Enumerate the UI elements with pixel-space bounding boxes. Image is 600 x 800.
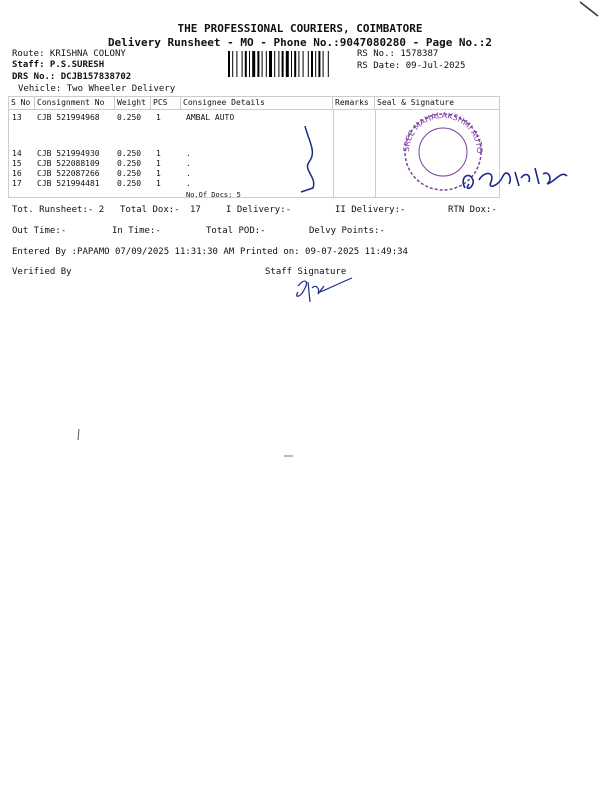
rtn-dox: RTN Dox:- (448, 205, 497, 215)
consignee-signature (455, 158, 577, 198)
barcode-bar (232, 51, 233, 77)
barcode-bar (245, 51, 247, 77)
route-label: Route: KRISHNA COLONY (12, 49, 126, 59)
barcode-bar (291, 51, 292, 77)
barcode-bar (328, 51, 329, 77)
barcode-bar (262, 51, 263, 77)
barcode-bar (236, 51, 237, 77)
i-delivery: I Delivery:- (226, 205, 292, 215)
handwritten-bracket-mark (295, 122, 325, 196)
no-of-docs: No.Of Docs: 5 (186, 191, 241, 199)
stamp-text: SREE MAHALAKSHMI AUTO (401, 110, 485, 154)
in-time: In Time:- (112, 226, 161, 236)
barcode-bar (228, 51, 230, 77)
col-pcs: PCS (151, 97, 181, 109)
drs-number: DRS No.: DCJB157838702 (12, 72, 132, 82)
printed-on: Printed on: 09-07-2025 11:49:34 (240, 247, 408, 257)
barcode-bar (308, 51, 309, 77)
scan-speck (283, 454, 295, 458)
company-title: THE PROFESSIONAL COURIERS, COIMBATORE (177, 22, 423, 35)
barcode (228, 51, 348, 77)
rs-date: RS Date: 09-Jul-2025 (357, 61, 466, 71)
col-consignee: Consignee Details (181, 97, 333, 109)
barcode-bar (311, 51, 313, 77)
col-sno: S No (9, 97, 35, 109)
barcode-bar (318, 51, 320, 77)
out-time: Out Time:- (12, 226, 67, 236)
barcode-bar (278, 51, 279, 77)
barcode-bar (249, 51, 250, 77)
verified-by: Verified By (12, 267, 72, 277)
col-seal: Seal & Signature (377, 98, 455, 107)
barcode-bar (303, 51, 304, 77)
barcode-bar (269, 51, 272, 77)
svg-text:SREE MAHALAKSHMI AUTO (402, 111, 484, 154)
barcode-bar (294, 51, 296, 77)
barcode-bar (266, 51, 267, 77)
barcode-bar (298, 51, 299, 77)
barcode-bar (242, 51, 243, 77)
total-dox-value: 17 (190, 205, 201, 215)
runsheet-title: Delivery Runsheet - MO - Phone No.:9047080280 - Page No.:2 (107, 36, 493, 49)
vehicle-label: Vehicle: Two Wheeler Delivery (18, 84, 176, 94)
staff-signature-label: Staff Signature (265, 267, 347, 277)
barcode-bar (286, 51, 289, 77)
barcode-bar (315, 51, 316, 77)
ii-delivery: II Delivery:- (335, 205, 406, 215)
entered-by: Entered By :PAPAMO 07/09/2025 11:31:30 AM (12, 247, 235, 257)
scan-speck (76, 428, 82, 442)
delivery-table: S No Consignment No Weight PCS Consignee Details Remarks Seal & Signature 13 CJB 521994968 0.250 1 AMBAL AUTO 14 CJB 521994930 0.250 1 . 15 CJB 522088109 0.250 1 . 16 CJB 522087266 0.250 1 . 17 CJB 521994481 0.250 1 . No.Of Docs: 5 (8, 96, 500, 198)
col-remarks: Remarks (333, 97, 375, 109)
barcode-bar (252, 51, 255, 77)
barcode-bar (282, 51, 284, 77)
delvy-points: Delvy Points:- (309, 226, 385, 236)
barcode-bar (274, 51, 275, 77)
total-dox-label: Total Dox:- (120, 205, 180, 215)
barcode-bar (323, 51, 324, 77)
page-corner-mark (578, 0, 600, 20)
staff-signature (290, 272, 356, 306)
tot-runsheet: Tot. Runsheet:- 2 (12, 205, 105, 215)
col-consignment: Consignment No (35, 97, 115, 109)
col-weight: Weight (115, 97, 151, 109)
barcode-bar (257, 51, 259, 77)
total-pod: Total POD:- (206, 226, 266, 236)
rs-number: RS No.: 1578387 (357, 49, 439, 59)
staff-label: Staff: P.S.SURESH (12, 60, 105, 70)
